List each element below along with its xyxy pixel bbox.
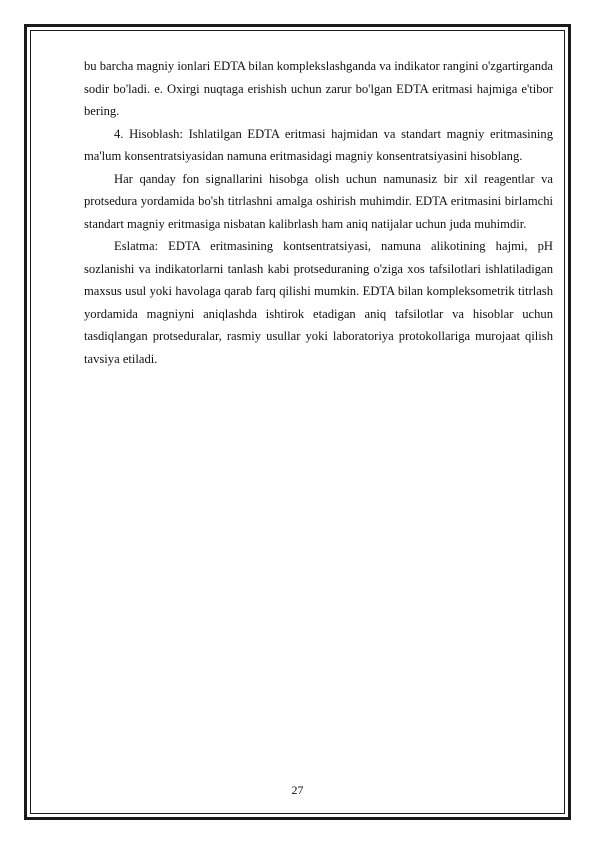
paragraph-note: Eslatma: EDTA eritmasining kontsentratsiyasi, namuna alikotining hajmi, pH sozlanishi va indikatorlarni tanlash kabi protseduraning o'ziga xos tafsilotlari ishlatiladigan maxsus usul yoki havolaga qarab farq qilishi mumkin. EDTA bilan kompleksometrik titrlash yordamida magniyni aniqlashda ishtirok etadigan aniq tafsilotlar va hisoblar uchun tasdiqlangan protseduralar, rasmiy usullar yoki laboratoriya protokollariga murojaat qilish tavsiya etiladi. [84,239,553,366]
paragraph-blank-titration: Har qanday fon signallarini hisobga olish uchun namunasiz bir xil reagentlar va protsedura yordamida bo'sh titrlashni amalga oshirish muhimdir. EDTA eritmasini birlamchi standart magniy eritmasiga nisbatan kalibrlash ham aniq natijalar uchun juda muhimdir. [84,171,553,231]
document-body [84,55,553,370]
paragraph-continuation: bu barcha magniy ionlari EDTA bilan komplekslashganda va indikator rangini o'zgartirganda sodir bo'ladi. e. Oxirgi nuqtaga erishish uchun zarur bo'lgan EDTA eritmasi hajmiga e'tibor bering. [84,59,553,118]
paragraph-calculation-step: 4. Hisoblash: Ishlatilgan EDTA eritmasi hajmidan va standart magniy eritmasining ma'lum konsentratsiyasidan namuna eritmasidagi magniy konsentratsiyasini hisoblang. [84,126,553,163]
page-number: 27 [291,783,304,797]
